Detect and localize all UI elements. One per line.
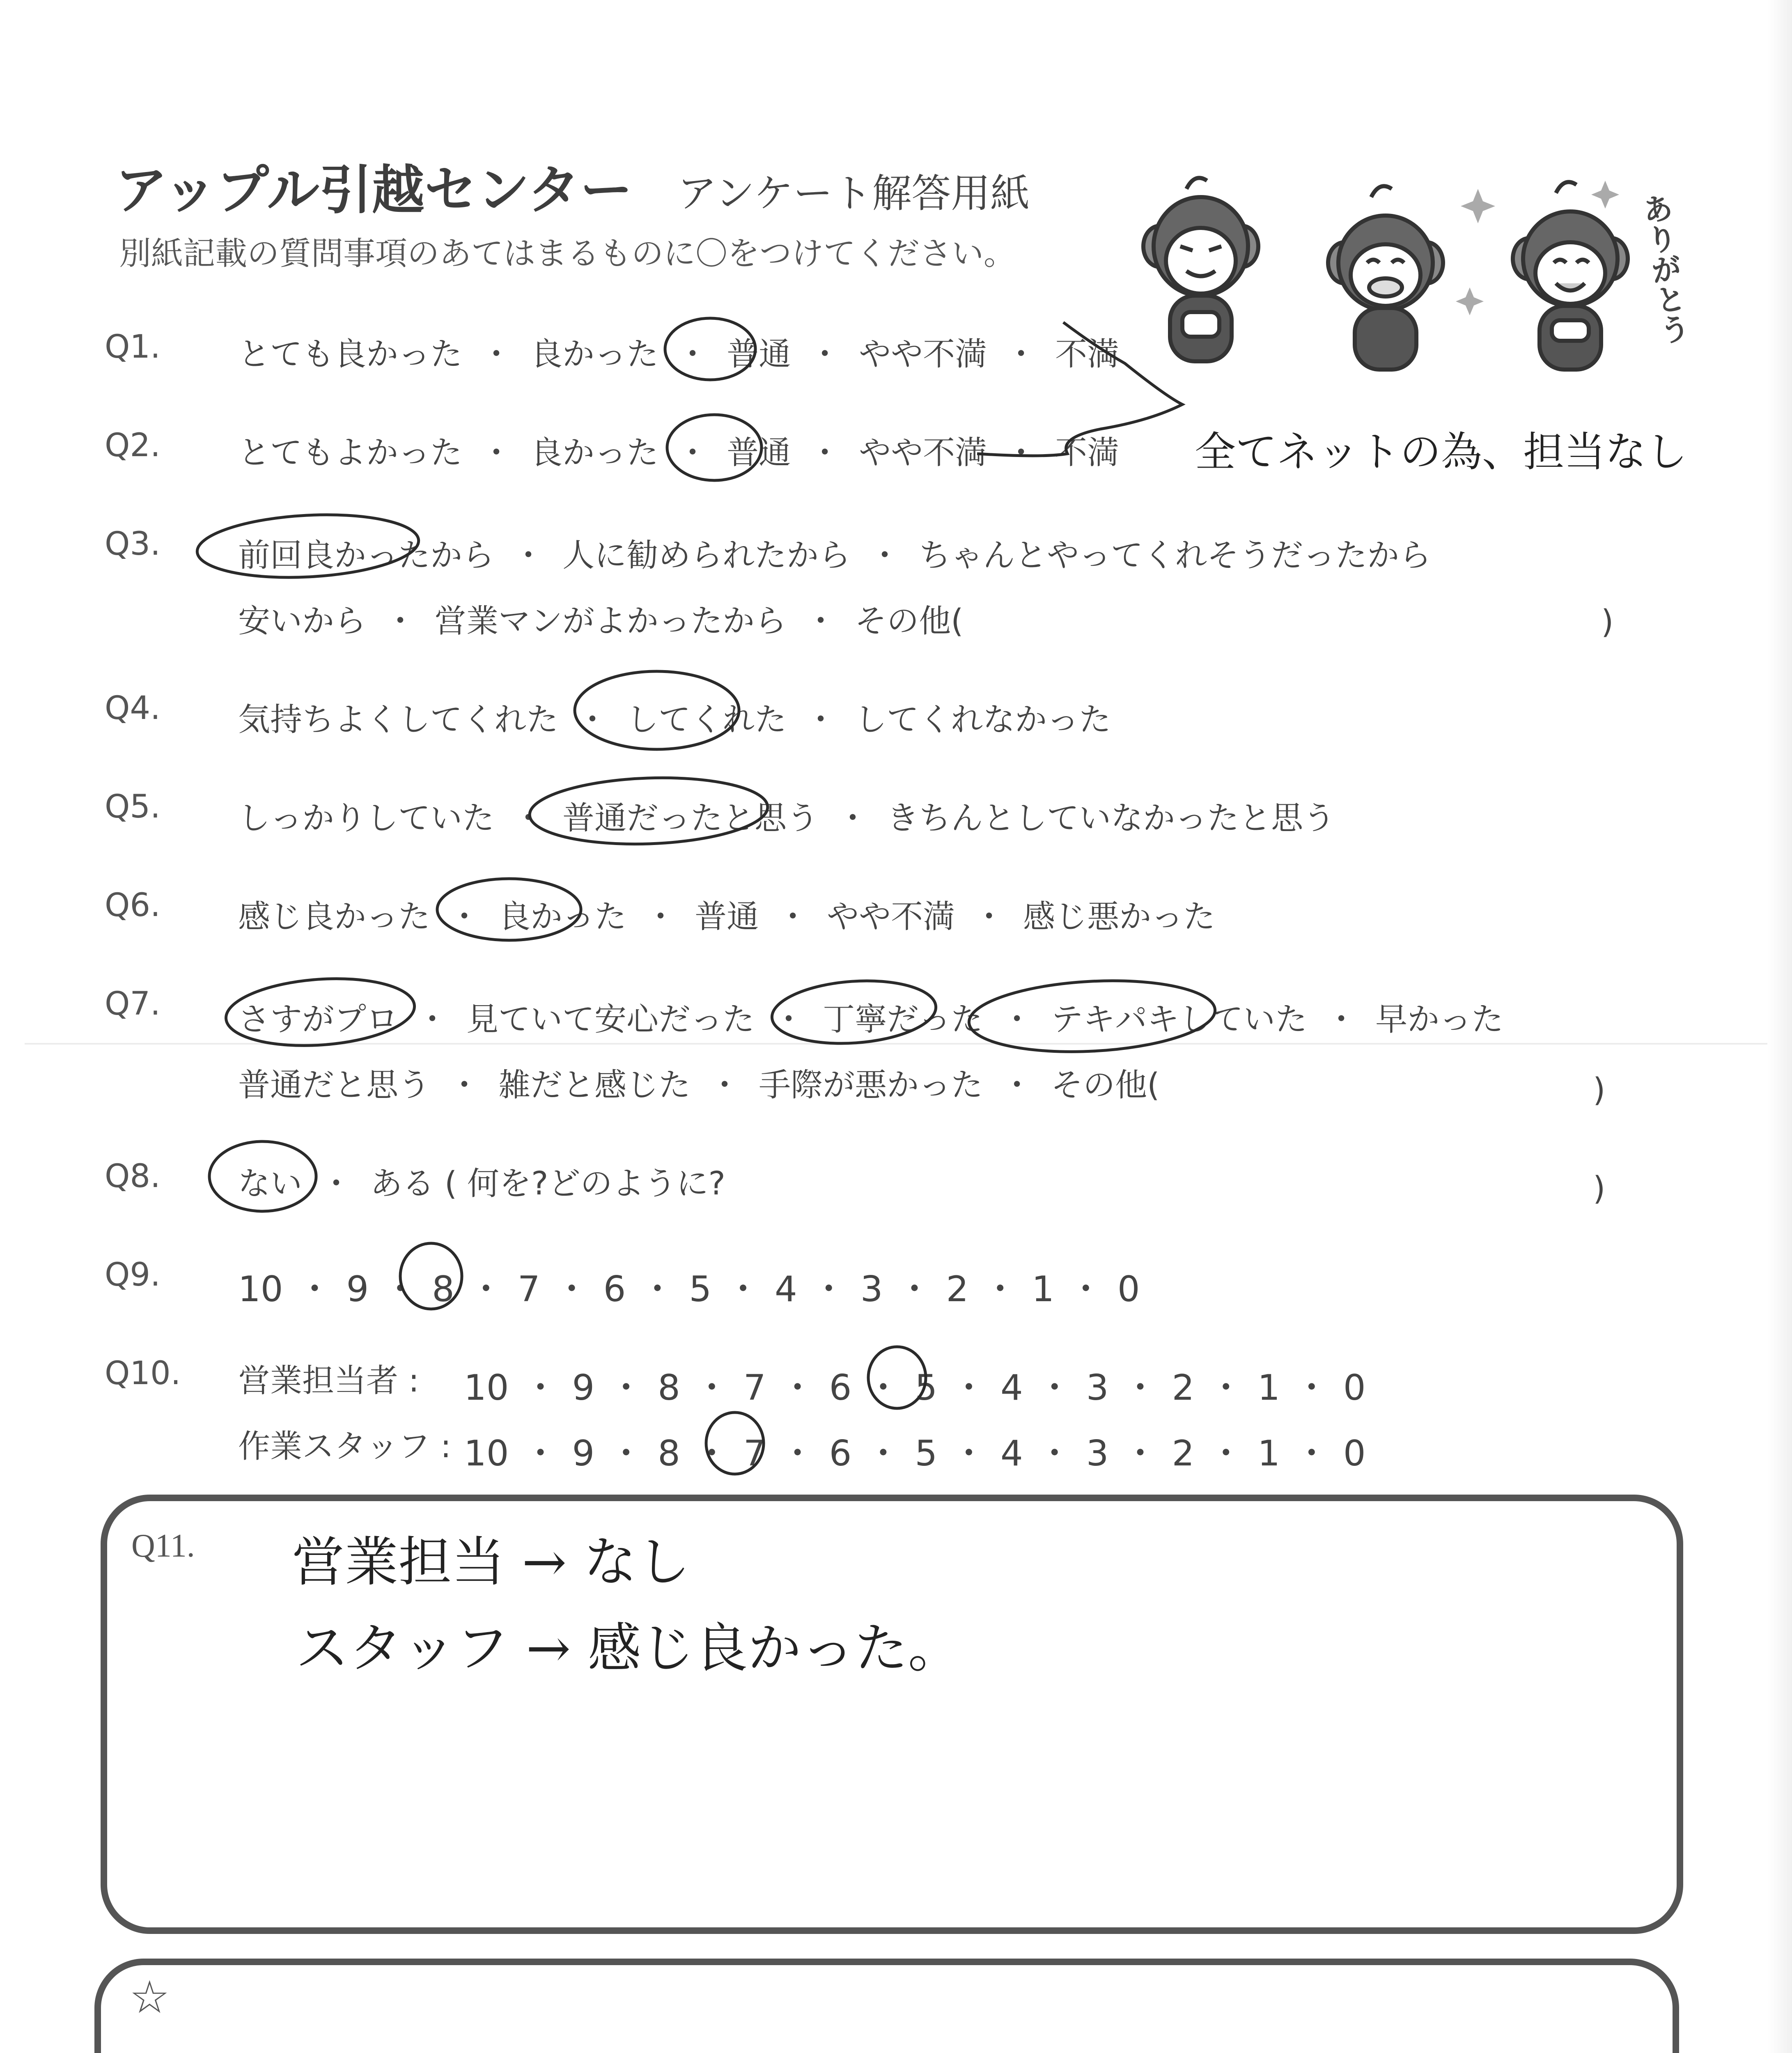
q9-scale: 10 ・ 9 ・ 8 ・ 7 ・ 6 ・ 5 ・ 4 ・ 3 ・ 2 ・ 1 ・ 0: [238, 1269, 1140, 1310]
q10-sales-score[interactable]: 2: [1172, 1367, 1195, 1408]
q8-options: ない ・ ある ( 何を?どのように?: [238, 1158, 725, 1204]
q10-staff-score[interactable]: 8: [658, 1433, 680, 1474]
q6-option[interactable]: 感じ悪かった: [1023, 898, 1216, 935]
mascot-caption: ありがとう: [1636, 191, 1692, 347]
q7-option-selected[interactable]: 丁寧だった: [823, 1001, 983, 1038]
q5-option[interactable]: きちんとしていなかったと思う: [887, 800, 1335, 837]
q3-options-line1: 前回良かったから ・ 人に勧められたから ・ ちゃんとやってくれそうだったから: [238, 530, 1431, 576]
q10-staff-score[interactable]: 5: [915, 1433, 938, 1474]
monkey-mascots-illustration: [1121, 164, 1704, 394]
q2-option[interactable]: 良かった: [530, 434, 659, 471]
star-label: ☆: [129, 1973, 170, 2023]
q10-sales-scale: 10 ・ 9 ・ 8 ・ 7 ・ 6 ・ 5 ・ 4 ・ 3 ・ 2 ・ 1 ・ 0: [464, 1367, 1366, 1408]
q10-sales-score[interactable]: 0: [1343, 1367, 1366, 1408]
q6-option[interactable]: 感じ良かった: [238, 898, 431, 935]
handwritten-q1-q2-note: 全てネットの為、担当なし: [1195, 428, 1687, 476]
q7-option-other[interactable]: その他(: [1051, 1067, 1160, 1104]
q3-option[interactable]: 営業マンがよかったから: [434, 603, 787, 640]
q10-staff-score[interactable]: 2: [1172, 1433, 1195, 1474]
form-subtitle: アンケート解答用紙: [677, 170, 1030, 216]
q3-option[interactable]: 安いから: [238, 603, 367, 640]
q7-options-line2: 普通だと思う ・ 雑だと感じた ・ 手際が悪かった ・ その他(: [238, 1059, 1160, 1105]
q9-score[interactable]: 9: [346, 1269, 369, 1310]
q10-sales-score[interactable]: 7: [743, 1367, 766, 1408]
q10-sales-score[interactable]: 10: [464, 1367, 509, 1408]
q7-label: Q7.: [105, 985, 161, 1022]
q1-label: Q1.: [105, 328, 161, 365]
q3-options-line2: 安いから ・ 営業マンがよかったから ・ その他(: [238, 595, 964, 641]
q4-label: Q4.: [105, 690, 161, 727]
q7-option[interactable]: 見ていて安心だった: [466, 1001, 755, 1038]
q7-option[interactable]: 早かった: [1375, 1001, 1504, 1038]
q4-options: 気持ちよくしてくれた ・ してくれた ・ してくれなかった: [238, 694, 1111, 740]
q10-staff-score[interactable]: 1: [1257, 1433, 1280, 1474]
q10-sales-score-selected[interactable]: 5: [915, 1367, 938, 1408]
q9-score[interactable]: 1: [1032, 1269, 1054, 1310]
q4-option[interactable]: してくれなかった: [855, 701, 1111, 738]
company-title: アップル引越センター: [115, 160, 633, 221]
q2-option[interactable]: とてもよかった: [238, 434, 463, 471]
q2-options: とてもよかった ・ 良かった ・ 普通 ・ やや不満 ・ 不満: [238, 427, 1119, 473]
q6-option[interactable]: やや不満: [827, 898, 955, 935]
q6-options: 感じ良かった ・ 良かった ・ 普通 ・ やや不満 ・ 感じ悪かった: [238, 891, 1215, 937]
q10-staff-scale: 10 ・ 9 ・ 8 ・ 7 ・ 6 ・ 5 ・ 4 ・ 3 ・ 2 ・ 1 ・ 0: [464, 1433, 1366, 1474]
q10-staff-score[interactable]: 6: [829, 1433, 852, 1474]
q10-staff-score[interactable]: 10: [464, 1433, 509, 1474]
q3-option[interactable]: 人に勧められたから: [562, 537, 851, 574]
q3-option-other[interactable]: その他(: [855, 603, 964, 640]
q9-label: Q9.: [105, 1256, 161, 1293]
q10-sales-score[interactable]: 4: [1000, 1367, 1023, 1408]
q9-score[interactable]: 7: [517, 1269, 540, 1310]
q3-option-selected[interactable]: 前回良かったから: [238, 537, 495, 574]
q10-sales-score[interactable]: 8: [658, 1367, 680, 1408]
fold-crease: [25, 1043, 1767, 1045]
q10-label: Q10.: [105, 1355, 181, 1392]
q7-option-selected[interactable]: テキパキしていた: [1051, 1001, 1308, 1038]
q1-option[interactable]: やや不満: [859, 336, 987, 373]
q9-score[interactable]: 3: [860, 1269, 883, 1310]
q8-paren-close: ): [1593, 1170, 1606, 1207]
q5-label: Q5.: [105, 788, 161, 825]
q10-sales-label: 営業担当者 :: [238, 1362, 420, 1399]
q9-score[interactable]: 0: [1117, 1269, 1140, 1310]
q10-staff-label: 作業スタッフ :: [238, 1428, 452, 1465]
q8-label: Q8.: [105, 1158, 161, 1195]
q9-score[interactable]: 6: [603, 1269, 626, 1310]
q1-option[interactable]: 良かった: [530, 336, 659, 373]
q1-options: とても良かった ・ 良かった ・ 普通 ・ やや不満 ・ 不満: [238, 328, 1119, 374]
q10-staff-score[interactable]: 0: [1343, 1433, 1366, 1474]
q11-handwriting-line2: スタッフ → 感じ良かった。: [296, 1617, 961, 1679]
q2-label: Q2.: [105, 427, 161, 464]
q3-label: Q3.: [105, 526, 161, 563]
q7-options-line1: さすがプロ ・ 見ていて安心だった ・ 丁寧だった ・ テキパキしていた ・ 早かった: [238, 994, 1503, 1040]
q4-option-selected[interactable]: してくれた: [626, 701, 787, 738]
page-edge-shadow: [1767, 0, 1792, 2053]
q2-option[interactable]: やや不満: [859, 434, 987, 471]
q11-handwriting-line1: 営業担当 → なし: [291, 1531, 691, 1593]
q10-sales-score[interactable]: 6: [829, 1367, 852, 1408]
q3-option[interactable]: ちゃんとやってくれそうだったから: [919, 537, 1432, 574]
q5-option-selected[interactable]: 普通だったと思う: [562, 800, 819, 837]
q8-option[interactable]: ある ( 何を?どのように?: [370, 1165, 725, 1202]
q11-label: Q11.: [131, 1528, 195, 1564]
q1-option[interactable]: とても良かった: [238, 336, 463, 373]
q10-staff-score[interactable]: 9: [572, 1433, 595, 1474]
q6-option-selected[interactable]: 良かった: [498, 898, 627, 935]
star-comment-box[interactable]: [94, 1959, 1679, 2053]
q10-staff-score[interactable]: 4: [1000, 1433, 1023, 1474]
q10-staff-score-selected[interactable]: 7: [743, 1433, 766, 1474]
q7-option[interactable]: 雑だと感じた: [498, 1067, 691, 1104]
q9-score-selected[interactable]: 8: [432, 1269, 454, 1310]
q10-sales-score[interactable]: 3: [1086, 1367, 1109, 1408]
q10-sales-score[interactable]: 1: [1257, 1367, 1280, 1408]
q9-score[interactable]: 10: [238, 1269, 283, 1310]
q7-paren-close: ): [1593, 1072, 1606, 1109]
q9-score[interactable]: 2: [946, 1269, 969, 1310]
q5-option[interactable]: しっかりしていた: [238, 800, 495, 837]
q1-option-selected[interactable]: 普通: [727, 336, 791, 373]
q3-paren-close: ): [1601, 604, 1614, 641]
q9-score[interactable]: 5: [689, 1269, 712, 1310]
q6-label: Q6.: [105, 887, 161, 924]
q5-options: しっかりしていた ・ 普通だったと思う ・ きちんとしていなかったと思う: [238, 792, 1335, 838]
q2-option[interactable]: 不満: [1055, 434, 1120, 471]
q10-staff-score[interactable]: 3: [1086, 1433, 1109, 1474]
q4-option[interactable]: 気持ちよくしてくれた: [238, 701, 559, 738]
q6-option[interactable]: 普通: [695, 898, 759, 935]
q2-option-selected[interactable]: 普通: [727, 434, 791, 471]
q9-score[interactable]: 4: [775, 1269, 797, 1310]
q7-option[interactable]: 手際が悪かった: [759, 1067, 983, 1104]
q8-option-selected[interactable]: ない: [238, 1165, 303, 1202]
q10-sales-score[interactable]: 9: [572, 1367, 595, 1408]
instruction-text: 別紙記載の質問事項のあてはまるものに〇をつけてください。: [119, 235, 1016, 272]
q7-option-selected[interactable]: さすがプロ: [238, 1001, 399, 1038]
q1-option[interactable]: 不満: [1055, 336, 1120, 373]
q7-option[interactable]: 普通だと思う: [238, 1067, 431, 1104]
